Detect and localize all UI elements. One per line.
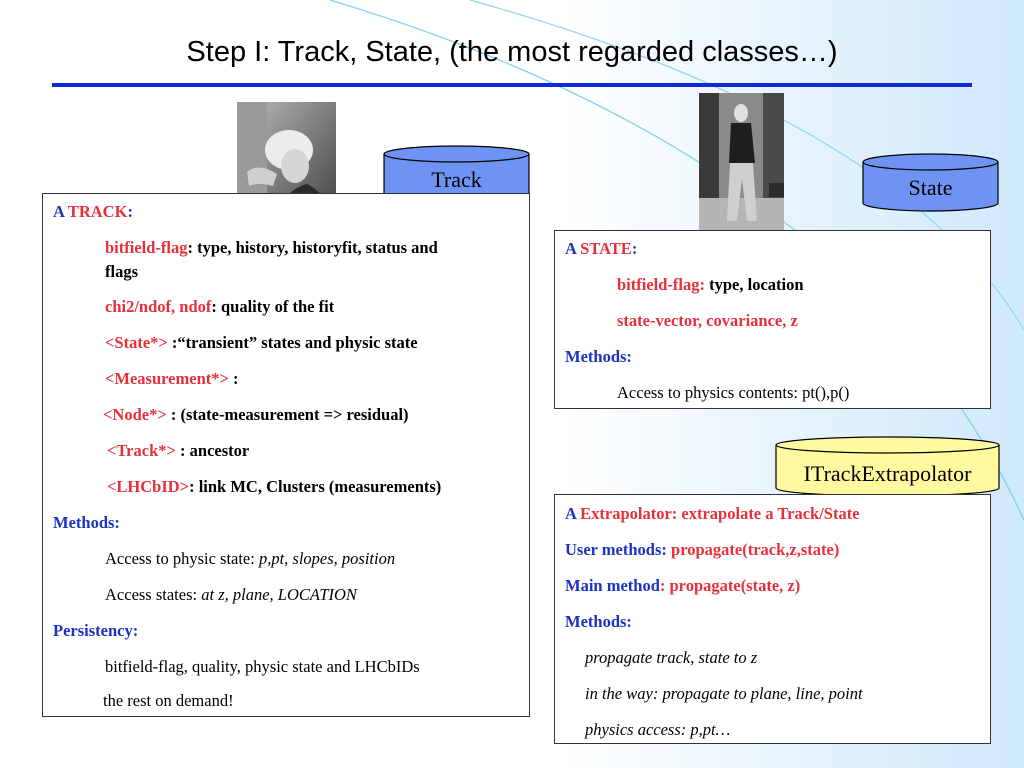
title-underline (52, 83, 972, 87)
state-cylinder (862, 153, 999, 213)
extrapolator-method-in-the-way: in the way: propagate to plane, line, point (585, 684, 863, 703)
state-cylinder-label: State (908, 175, 953, 200)
state-method-physics: Access to physics contents: pt(),p() (617, 383, 850, 402)
track-field-measurements: <Measurement*> : (105, 369, 239, 388)
track-field-bitfield: bitfield-flag: type, history, historyfit, status and (105, 238, 438, 257)
extrapolator-main-method: Main method: propagate(state, z) (565, 576, 801, 595)
extrapolator-method-physics-access: physics access: p,pt… (585, 720, 731, 739)
track-field-ancestor: <Track*> : ancestor (107, 441, 250, 460)
state-field-vector: state-vector, covariance, z (617, 311, 798, 330)
track-intro: A TRACK: (53, 202, 133, 221)
track-methods-label: Methods: (53, 513, 120, 532)
track-class-box (42, 193, 530, 717)
extrapolator-cylinder (775, 436, 1000, 498)
track-persistency-label: Persistency: (53, 621, 139, 640)
slide-title: Step I: Track, State, (the most regarded classes…) (186, 36, 838, 68)
state-methods-label: Methods: (565, 347, 632, 366)
track-field-chi2: chi2/ndof, ndof: quality of the fit (105, 297, 335, 316)
track-field-lhcbid: <LHCbID>: link MC, Clusters (measurements) (107, 477, 442, 496)
extrapolator-user-methods: User methods: propagate(track,z,state) (565, 540, 840, 559)
extrapolator-intro: A Extrapolator: extrapolate a Track/State (565, 504, 860, 523)
track-method-physic-state: Access to physic state: p,pt, slopes, position (105, 549, 396, 568)
extrapolator-cylinder-label: ITrackExtrapolator (803, 461, 972, 486)
extrapolator-methods-label: Methods: (565, 612, 632, 631)
state-intro: A STATE: (565, 239, 638, 258)
extrapolator-method-propagate: propagate track, state to z (585, 648, 758, 667)
track-persistency-line1: bitfield-flag, quality, physic state and LHCbIDs (105, 657, 420, 676)
track-field-states: <State*> :“transient” states and physic state (105, 333, 418, 352)
track-method-access-states: Access states: at z, plane, LOCATION (105, 585, 357, 604)
state-field-bitfield: bitfield-flag: type, location (617, 275, 804, 294)
track-field-nodes: <Node*> : (state-measurement => residual) (103, 405, 409, 424)
state-class-box (554, 230, 991, 409)
track-cylinder-label: Track (431, 167, 482, 192)
track-field-bitfield-cont: flags (105, 262, 138, 281)
street-photo-right (699, 93, 784, 230)
track-persistency-line2: the rest on demand! (103, 691, 234, 710)
extrapolator-box (554, 494, 991, 744)
